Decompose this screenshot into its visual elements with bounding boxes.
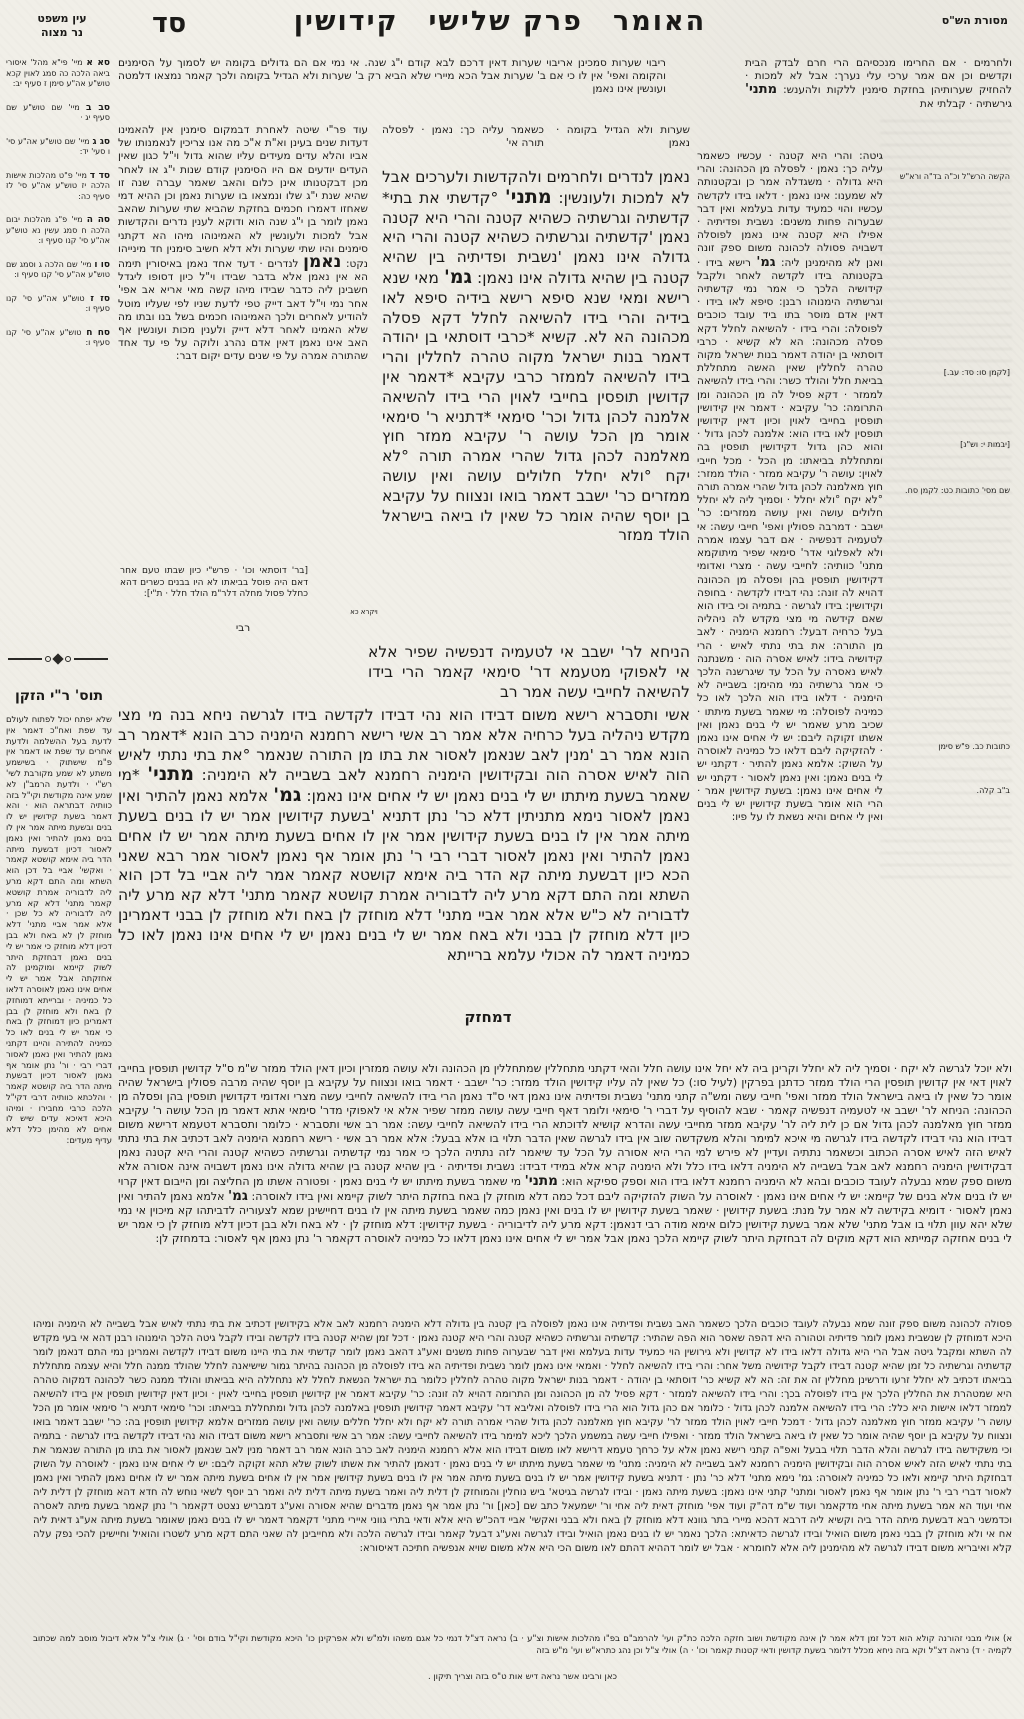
torah-or-gloss: ויקרא כא [350, 608, 378, 616]
tosafot-top-wide: ריבוי שערות סמכינן אריבוי שערות דאין דרכם לבא קודם י"ג שנה. אי נמי אם הם גדולים בקומה יש לסמוך על הסימנים והקומה ואפי' אין לו כי אם ב' שערות אבל הכא מיירי שלא הביא רק ב' שערות ולא הגדיל בקומה ולכך קאמר נמצאו דלמטה ועונשין אינו נאמן [118, 57, 666, 96]
ein-mishpat-line1: עין משפט [37, 12, 87, 25]
rashi-column: גיטה: והרי היא קטנה · עכשיו כשאמר עליה כך: נאמן · לפסלה מן הכהונה: והרי היא גדולה · משגדלה אמר כן ובקטנותה לא שמענו: אינו נאמן · דלאו בידו לקדשה עכשיו והוי כמעיד עדות בעלמא ואין דבר שבערוה פחות משנים: נשבית ופדיתיה · אפילו היא קטנה אינו נאמן לפוסלה דשבויה פסולה לכהונה משום ספק זונה ואנן לא מהימנינן ליה: גמ' רישא בידו · בקטנותה בידו לקדשה לאחר ולקבל קידושיה הלכך כי אמר נמי קדשתיה וגרשתיה הימנוהו רבנן: סיפא לאו בידו · דאין אדם מוסר בתו ביד עובד כוכבים לפוסלה: והרי בידו · להשיאה לחלל דקא פסלה מכהונה: הא לא קשיא · כרבי דוסתאי בן יהודה דאמר בנות ישראל מקוה טהרה לחללין שאין האשה מתחללת בביאת חלל והולד כשר: והרי בידו להשיאה לממזר · דקא פסיל לה מן הכהונה ומן התרומה: כר' עקיבא · דאמר אין קידושין תופסין בחייבי לאוין וכיון דאין קידושין תופסין לאו בידו הוא: אלמנה לכהן גדול · והוא כהן גדול דקידושין תופסין בה ומתחללת בביאתו: מן הכל · מכל חייבי לאוין: עושה ר' עקיבא ממזר · הולד ממזר: חוץ מאלמנה לכהן גדול שהרי אמרה תורה °לא יקח °ולא יחלל · וסמיך ליה לא יחלל חלולים עושה ואין עושה ממזרים: כר' ישבב · דמרבה פסולין ואפי' חייבי עשה: אי לטעמיה דנפשיה · אם דבר עצמו אמרה ולא לאפלוגי אדר' סימאי שפיר מיתוקמא מתני' כוותיה: לחייבי עשה · מצרי ואדומי דקידושין תופסין בהן ופסלה מן הכהונה דהויא לה זונה: נהי דבידו לקדשה · בחופה וקידושין: בידו לגרשה · בתמיה וכי בידו הוא שאם קידשה מי מצי מקדש לה ניהליה בעל כרחיה דבעל: רחמנא הימניה · לאב מן התורה: את בתי נתתי לאיש · הרי קידושיה בידו: לאיש אסרה הוה · משנתנה לאיש נאסרה על הכל עד שיגרשנה הלכך כי אמר גרשתיה נמי מהימן: בשבייה לא הימניה · דלאו בידו הוא הלכך לאו כל כמיניה לפוסלה: מי שאמר בשעת מיתתו · שכיב מרע שאמר יש לי בנים נאמן ואין אשתו זקוקה ליבם: יש לי אחים אינו נאמן · להזקיקה ליבם דלאו כל כמיניה לאוסרה על השוק: אלמא נאמן להתיר · דקתני יש לי בנים נאמן: ואין נאמן לאסור · דקתני יש לי אחים אינו נאמן: בשעת קידושין אמר · הרי הוא אומר בשעת קידושין יש לי בנים ואין לי אחים והיא נשאת לו על פיו: [697, 150, 883, 824]
masoret-hashas-header: מסורת הש"ס [941, 14, 1008, 27]
gemara-center-column: נאמן לנדרים ולחרמים ולהקדשות ולערכים אבל לא למכות ולעונשין: מתני' °קדשתי את בתי* קדשתיה וגרשתיה כשהיא קטנה והרי היא קטנה נאמן 'קדשתיה וגרשתיה כשהיא קטנה והרי היא גדולה אינו נאמן 'נשבית ופדיתיה בין שהיא קטנה בין שהיא גדולה אינו נאמן: גמ' מאי שנא רישא ומאי שנא סיפא רישא בידיה סיפא לאו בידיה והרי בידו להשיאה לחלל דקא פסלה מכהונה הא לא. קשיא *כרבי דוסתאי בן יהודה דאמר בנות ישראל מקוה טהרה לחללין והרי בידו להשיאה לממזר כרבי עקיבא *דאמר אין קדושין תופסין בחייבי לאוין הרי בידו להשיאה אלמנה לכהן גדול וכר' סימאי *דתניא ר' סימאי אומר מן הכל עושה ר' עקיבא ממזר חוץ מאלמנה לכהן גדול שהרי אמרה תורה °לא יקח °ולא יחלל חלולים עושה ואין עושה ממזרים כר' ישבב דאמר בואו ונצווח על עקיבא בן יוסף שהיה אומר כל שאין לו ביאה בישראל הולד ממזר [382, 168, 690, 545]
gemara-wide-block: אשי ותסברא רישא משום דבידו הוא נהי דבידו לקדשה בידו לגרשה ניחא בנה מי מצי מקדש ניהליה בעל כרחיה אלא אמר רב אשי רישא רחמנא הימניה כרב הונא *דאמר רב הונא אמר רב 'מנין לאב שנאמן לאסור את בתו מן התורה שנאמר °את בתי נתתי לאיש הוה לאיש אסרה הוה ובקידושין הימניה רחמנא לאב בשבייה לא הימניה: מתני' *מי שאמר בשעת מיתתו יש לי בנים נאמן יש לי אחים אינו נאמן: גמ' אלמא נאמן להתיר ואין נאמן לאסור נימא מתניתין דלא כר' נתן דתניא 'בשעת קידושין אמר יש לו בנים בשעת מיתה אמר אין לו בנים בשעת קידושין אמר אין לו אחים בשעת מיתה אמר יש לו אחים נאמן להתיר ואין נאמן לאסור דברי רבי ר' נתן אומר אף נאמן לאסור אמר רבא שאני הכא כיון דבשעת מיתה קא הדר ביה אימא קושטא קאמר אמר ליה אביי בל דכן הוא השתא ומה התם דקא מרע ליה לדבוריה אמרת קושטא קאמר מתני' דלא קא מרע ליה לדבוריה לא כ"ש אלא אמר אביי מתני' דלא מוחזק לן באח ולא מוחזק לן בבני דאמרינן כיון דלא מוחזק לן בבני ולא באח אמר יש לי בנים נאמן יש לי אחים אינו נאמן לאו כל כמיניה דאמר לה אכולי עלמא ברייתא [118, 706, 691, 964]
masoret-note: ב"ב קלה. [976, 786, 1010, 795]
ein-entry: סו ו מיי' שם הלכה ג וסמג שם טוש"ע אה"ע סי' קנו סעיף ו: [6, 259, 111, 279]
ein-entry: סב ב מיי' שם טוש"ע שם סעיף יג · [6, 102, 111, 122]
ein-entry: סז ז טוש"ע אה"ע סי' קנו סעיף ו: [6, 293, 110, 313]
tosafot-post: לנדרים · דעד אחד נאמן באיסורין תימה הא אין נאמן אלא בדבר שבידו וי"ל כיון דסופו ליגדל חשבינן ליה כדבר שבידו מיהו קשה מאי אריא אב אפי' אחר נמי וי"ל דאב דייק טפי לדעת שניו לפי שעליו מוטל להודיע לאחרים ולכך האמינוהו חכמים בשל בנו ובתו מה שלא האמינו לאחר דלא דייק ולענין מכות ועונשין אף האב אינו נאמן דאין אדם נהרג ולוקה על פי עד אחד שהתורה אמרה על פי שנים עדים יקום דבר: [118, 258, 368, 363]
tosafot-spill-lines: שערות ולא הגדיל בקומה · נאמן [556, 124, 690, 150]
ein-entry: סד ד מיי' פ"ט מהלכות אישות הלכה יז טוש"ע אה"ע סי' לז סעיף כה: [6, 170, 110, 201]
tosafot-catchword: רבי [235, 622, 251, 634]
ein-entry: סח ח טוש"ע אה"ע סי' קנו סעיף ו: [6, 327, 110, 347]
middle-commentary-block: ולא יוכל לגרשה לא יקח · וסמיך ליה לא יחלל וקרינן ביה לא יחל אינו עושה חלל והאי דקתני מתחללין שמתחללין מן הכהונה ולא עושה ממזרין וכיון דאין הולד ממזר ש"מ ס"ל קדושין תופסין בחייבי לאוין דאי אין קדושין תופסין הרי הולד ממזר כדתנן בפרקין (לעיל סו:) כל שאין לה עליו קידושין הולד ממזר: כר' ישבב · דאמר בואו ונצווח על עקיבא בן יוסף שהיה מרבה פסולין בישראל שהיה אומר כל שאין לו ביאה בישראל הולד ממזר ואפי' חייבי עשה ומש"ה קתני מתני' נשבית ופדיתיה אינו נאמן דאי ס"ד נאמן הרי בידו להשיאה לחייבי עשה מצרי ואדומי דקדושין תופסין בהן ופסלה מן הכהונה: הניחא לר' ישבב אי לטעמיה דנפשיה קאמר · שבא להוסיף על דברי ר' סימאי ולומר דאף חייבי עשה עושה ממזר שפיר אלא אי לאפוקי מדר' סימאי אתא דאמר מן הכל עושה ר' עקיבא ממזר חוץ מאלמנה לכהן גדול אם כן לית ליה לר' עקיבא ממזר מחייבי עשה והדרא קושיא לדוכתא הרי בידו להשיאה לחייבי עשה: אמר רב אשי ותסברא · כלומר ותסברא דטעמא דרישא משום דבידו הוא נהי דבידו לקדשה בידו לגרשה מי איכא למימר והלא משקדשה שוב אין בידו לגרשה שאין הדבר תלוי בו אלא בבעל: אלא אמר רב אשי · רישא רחמנא הימניה לאב דכתיב את בתי נתתי לאיש הזה לאיש אסרה הכתוב וכשאמר נתתיה ועדיין לא פירש למי הרי היא אסורה על הכל עד שיאמר לזה נתתיה הלכך כי אמר נמי קדשתיה וגרשתיה כשהיא קטנה והרי היא קטנה נאמן דבקידושין הימניה רחמנא לאב אבל בשבייה לא הימניה דלאו בידו כלל ולא הימניה קרא אלא במידי דבידו: נשבית ופדיתיה · בין שהיא קטנה בין שהיא גדולה אינו נאמן דשבויה אינה אסורה אלא משום ספק שמא נבעלה לעובד כוכבים ובהא לא הימניה רחמנא דלאו בידו הוא וספק ספיקא הוא: מתני' מי שאמר בשעת מיתתו יש לי בנים נאמן · ופטורה אשתו מן החליצה ומן הייבום דאין קרוי יש לו בנים אלא בנים של קיימא: יש לי אחים אינו נאמן · לאוסרה על השוק להזקיקה ליבם דכל כמה דלא מוחזק לן באח בחזקת היתר לשוק קיימא ואין בידו לאוסרה: גמ' אלמא נאמן להתיר ואין נאמן לאסור · דומיא בקידשה לא אמר על מנת: בשעת קידושין · שאמר בשעת קידושין יש לו בנים ואין נאמן כמה שאמר בשעת מיתה אין לו בנים דחיישינן שמא לצעוריה לדביתהו קא מיכוין אי נמי שלא יהא עוון תלוי בו אבל מתני' שלא אמר בשעת קידושין כלום אימא מודה רבי דנאמן: דקא מרע ליה לדיבוריה · בשעת קידושין: דלא מוחזק לן · לא באח ולא בבן דכיון דלא מוחזק לן כי אמר יש לי בנים אחזקה קמייתא הוא דקא מוקים לה דבחזקת היתר לשוק קיימא הלכך נאמן אבל אמר יש לי אחים אינו נאמן דלאו כל כמיניה לאוסרה דקאמר ר' נתן נאמן אף לאסור: בדמחזק לן: [118, 1062, 1012, 1245]
bottom-commentary-block: פסולה לכהונה משום ספק זונה שמא נבעלה לעובד כוכבים הלכך כשאמר האב נשבית ופדיתיה אינו נאמן לפוסלה בין קטנה בין גדולה דלא הימניה רחמנא לאב אלא בקידושין דכתיב את בתי נתתי לאיש אבל בשבייה לא הימניה ומיהו היכא דמוחזק לן שנשבית נאמן לומר פדיתיה וטהורה היא דהפה שאסר הוא הפה שהתיר: קדשתיה וגרשתיה כשהיא קטנה והרי היא קטנה נאמן · דכל זמן שהיא קטנה בידו לקדשה ובידו לקבל גיטה הלכך הימנוהו רבנן דהא אי בעי מקדש לה השתא ומקבל גיטה אבל הרי היא גדולה דלאו בידו לא קדושין ולא גירושין הוי כמעיד עדות בעלמא ואין דבר שבערוה פחות משנים ואע"ג דהאב נאמן לומר קדשתי את בתי היינו משום דבידו לקדשה ואמרינן נמי התם דנאמן לומר קדשתיה וגרשתיה כל זמן שהיא קטנה דבידו לקבל קידושיה משל אחר: והרי בידו להשיאה לחלל · ואמאי אינו נאמן לומר נשבית ופדיתיה הא בידו לפוסלה מן הכהונה בהיתר גמור שישיאנה לחלל שהולד ממנה חלל והיא עצמה מתחללת בביאתו דכתיב לא יחלל זרעו ודרשינן מחללין זה את זה: הא לא קשיא כר' דוסתאי בן יהודה · דאמר בנות ישראל מקוה טהרה לחללין כלומר בת ישראל הנשאת לחלל לא נתחללה היא בביאתו והולד ממנה כשר לכהונה דמקוה טהרה היא שמטהרת את החללין הלכך אין בידו לפוסלה בכך: והרי בידו להשיאה לממזר · דקא פסיל לה מן הכהונה ומן התרומה דהויא לה זונה: כר' עקיבא דאמר אין קידושין תופסין בחייבי לאוין · וכיון דאין קידושין תופסין אין בידו להשיאה לממזר דלאו אישות היא כלל: הרי בידו להשיאה אלמנה לכהן גדול · כלומר אם כהן גדול הוא הרי בידו לפוסלה ואליבא דר' עקיבא דאמר קידושין תופסין באלמנה לכהן גדול ומתחללת בביאתו: וכר' סימאי דתניא ר' סימאי אומר מן הכל עושה ר' עקיבא ממזר חוץ מאלמנה לכהן גדול · דמכל חייבי לאוין הולד ממזר לר' עקיבא חוץ מאלמנה לכהן גדול שהרי אמרה תורה לא יקח ולא יחלל חללים עושה ואין עושה ממזרים אלמא קידושין תופסין בה: כר' ישבב דאמר בואו ונצווח על עקיבא בן יוסף שהיה אומר כל שאין לו ביאה בישראל הולד ממזר · ואפילו חייבי עשה במשמע הלכך ליכא למימר בידו להשיאה לחייבי עשה: אמר רב אשי ותסברא רישא משום דבידו הוא נהי דבידו לקדשה בידו לגרשה · בתמיה וכי משקידשה בידו לגרשה והלא הדבר תלוי בבעל ואפ"ה קתני רישא נאמן אלא על כרחך טעמא דרישא לאו משום דבידו הוא אלא רחמנא הימניה לאב כרב הונא אמר רב דאמר מנין לאב שנאמן לאסור את בתו מן התורה שנאמר את בתי נתתי לאיש הזה לאיש אסרה הוה ובקידושין הימניה רחמנא לאב בשבייה לא הימניה: מתני' מי שאמר בשעת מיתתו יש לי בנים נאמן · דנאמן להתיר את אשתו לשוק שלא תהא זקוקה ליבם: יש לי אחים אינו נאמן · לאוסרה על השוק דבחזקת היתר קיימא ולאו כל כמיניה לאוסרה: גמ' נימא מתני' דלא כר' נתן · דתניא בשעת קידושין אמר יש לו בנים בשעת מיתה אמר אין לו בנים בשעת קידושין אמר אין לו אחים בשעת מיתה אמר יש לו אחים נאמן להתיר ואין נאמן לאסור דברי רבי ר' נתן אומר אף נאמן לאסור ומתני' קתני אינו נאמן: בשעת מיתה נאמן · ובידו לגרשה בגיטא' ביש נוחלין והמוחזק לן דלית ליה ואמר בשעת מיתה דלית ליה ואמר רב יוסף לשאי נוחש לה חדא דהא מוחזק לן דלית ליה אחי ועוד הא אמר בשעת מיתה אחי מדקאמר ועוד ש"מ דה"ק ועוד אפי' מוחזק דאית ליה אחי ור' ישמעאל כתב שם [כאן] ור' נתן אמר אף נאמן מדברים שהיא אסורה ואע"ג דמבריש נצטט דקאמר ר' נתן קאמר בשעת מיתה לאסרה וכדמשני רבא דבשעת מיתה הדר ביה וקשיא ליה דרבא דהכא מיירי בתר גוונא דלא מוחזק לן באח ולא בבני ואקשי' אביי דהכ"ש היא אלא ודאי בתרי גווני איירי מתני' דקאמר דאמר יש לו בנים נאמן שאומר בשעת מיתה אע"ג דאית ליה אח אי ולא מוחזק לן בבני נאמן משום הואיל ובידו לגרשה כדאיתא: הלכך נאמר יש לו בנים נאמן הואיל ובידו לגרשה ואע"ג דבעל קאמר ובידו לגרשה הלכה ולא מחייבינן לה שאני התם דקא מרע לשטרו והואיל וחיישינן להכי נפק עלה קלא ואיבריא משום דבידו לגרשה לא מהימנינן ליה אלא לחומרא · אבל יש לומר דההיא דהתם לאו משום הכי היא אלא משום שויא אנפשיה חתיכה דאיסורא: [33, 1319, 1012, 1554]
tosafot-ri-hazaken-column: שלא יפתח יכול לפתוח לעולם עד שפת ואח"כ דאמר אין לדעת בעל ההשלמה ולדעת אחרים עד שפת או דאמר אין פ"מ שישתוק · בשישמע משתע לא שמע מקורבת לשי' רש"י · ולדעת הרמב"ן לא שמע אינה מקודשת וקי"ל בזה כוותיה דבתראה הוא · והא דאמר בשעת קידושין יש לו בנים ובשעת מיתה אמר אין לו בנים נאמן להתיר ואין נאמן לאסור דכיון דבשעת מיתה הדר ביה אימא קושטא קאמר · ואקשי' אביי בל דכן הוא השתא ומה התם דקא מרע ליה לדבוריה אמרת קושטא קאמר מתני' דלא קא מרע ליה לדבוריה לא כל שכן · אלא אמר אביי מתני' דלא מוחזק לן לא באח ולא בבן דכיון דלא מוחזק כי אמר יש לי בנים נאמן דבחזקת היתר לשוק קיימא ומוקמינן לה אחזקתה אבל אמר יש לי אחים אינו נאמן לאוסרה דלאו כל כמיניה · וברייתא דמוחזק לן באח ולא מוחזק לן בבן דאמרינן כיון דמוחזק לן באח כי אמר יש לי בנים לאו כל כמיניה להתירה והיינו דקתני נאמן להתיר ואין נאמן לאסור דברי רבי · ור' נתן אומר אף נאמן לאסור דכיון דבשעת מיתה הדר ביה קושטא קאמר · והלכתא כוותיה דרבי דקי"ל הלכה כרבי מחבירו · ומיהו היכא דאיכא עדים שיש לו אחים לא מהימן כלל דלא עדיף מעדים: [6, 714, 112, 1146]
ein-mishpat-header [16, 12, 108, 40]
gemara-catchword: דמחזק [464, 1008, 512, 1026]
masoret-note: הקשה הרש"ל וכ"ה בד"ה ורא"ש [899, 172, 1010, 181]
middle-gemara-label: גמ' [228, 1188, 248, 1204]
rashi-gemara-label: גמ' [756, 254, 776, 270]
tractate-name: קידושין [293, 6, 399, 37]
gemara-mid-block: הניחא לר' ישבב אי לטעמיה דנפשיה שפיר אלא אי לאפוקי מטעמא דר' סימאי קאמר הרי בידו להשיאה לחייבי עשה אמר רב [368, 643, 690, 701]
folio-number: סד [152, 8, 187, 39]
rashi-mishnah-label: מתני' [745, 82, 777, 98]
gemara-label-2: גמ' [273, 784, 302, 807]
ein-entry: סג ג מיי' שם טוש"ע אה"ע סי' ו סעי' יד: [6, 136, 111, 156]
divider-ornament-icon [8, 655, 108, 663]
masoret-note: כתובות כב. פ"ש סימן [938, 742, 1010, 751]
rashi-top-wide: ולחרמים · אם החרימו מנכסיהם הרי חרם לבדק הבית וקדשים וכן אם אמר ערכי עלי נערך: אבל לא למכות · להחזיק שערותיהן בחזקת סימנין ללקות ולהענש: מתני' גירשתיה · קבלתי את [745, 57, 1012, 110]
mishnah-label-2: מתני' [147, 763, 195, 786]
masoret-note: [לקמן סו: סד: עב.] [943, 368, 1010, 377]
ein-entry: סה ה מיי' פ"ג מהלכות יבום הלכה ח סמג עשין נא טוש"ע אה"ע סי' קנו סעיף ו: [6, 215, 110, 245]
hagahot-closing-line: כאן ורבינו אשר נראה דיש אות ט"ס בזה וצריך תיקון . [427, 1672, 618, 1682]
ein-entry: סא א מיי' פי"א מהל' איסורי ביאה הלכה כה סמג לאוין קכא טוש"ע אה"ע סימן ז סעיף יב: [6, 58, 111, 88]
tosafot-closing-note: [בר' דוסתאי וכו' · פרש"י כיון שבתו טעם אחר דאם היה פוסל בביאתו לא היו בבנים כשרים דהא כחלל פסול מחלה דלר"מ הולד חלל · ת"י]: [120, 566, 308, 599]
bleed-through-artifact [880, 120, 1012, 880]
tosafot-lead-word: נאמן [303, 252, 342, 273]
middle-mishnah-label: מתני' [524, 1173, 558, 1189]
rashi-spill-lines: כשאמר עליה כך: נאמן · לפסלה תורה אי' [382, 124, 544, 150]
ein-mishpat-line2: נר מצוה [41, 26, 83, 39]
gemara-label: גמ' [443, 265, 473, 288]
mishnah-label: מתני' [504, 185, 552, 208]
chapter-name: האומר [612, 6, 707, 37]
page-title [293, 6, 707, 37]
ein-mishpat-column [6, 58, 110, 362]
tosafot-column [118, 124, 368, 364]
hagahot-notes: א) אולי מבני זהורנה קולא הוא דכל זמן דלא אמר לן אינה מקודשת ושוב חזקה הלכה כת"ק ועי' להרמב"ם בפ"ו מהלכות אישות וצ"ע · ב) נראה דצ"ל דנמי כל אגם משהו ולמ"ש ולא אפרקינן כו' היכא מקודשת וקי"ל בודם וסי' · ג) אולי צ"ל אלא דיבול מוסב למה שכתוב לקמיה · ד) נראה דצ"ל וקא בזה ניחא מכלל דלומר בשעת קדושין ודאי קטנות קאמר וכו' · ה) אולי צ"ל וכן נהג כתרא"ש ועי' מ"ש בזה [33, 1634, 1012, 1656]
perek-number: פרק שלישי [428, 6, 583, 37]
masoret-note: [יבמות י: וש"נ] [960, 440, 1010, 449]
masoret-note: שם מסי' כתובות כט: לקמן סח. [905, 486, 1010, 495]
tosafot-pre: עוד פר"י שיטה לאחרת דבמקום סימנין אין להאמינו דעדות שנים בעינן וא"ת א"כ מה אנו צריכין לנאמנותו של אביו והלא עדים מעידים עליו שהוא גדול וי"ל כגון שאין העדים יודעים אם היו הסימנין קודם שנות י"ג או לאחר מכן דבקטנותו אינן כלום והאב שאמר עברה שנה זו שהיא שנת י"ג שלו ונמצאו בו שערות נאמן וכן ההיא דמי שאחזו דאמרו חכמים בחזקת שהביא שתי שערות שהאב נאמן לומר בן י"ג שנה הוא ודוקא לענין נדרים והקדשות אבל למכות ולעונשין לא האמינוהו מיהו הא דקתני סימנים והיו שתי שערות ולא דלא חשיב סימנין חד מינייהו נקט: [118, 124, 368, 271]
tosafot-ri-hazaken-heading: תוס' ר"י הזקן [14, 688, 104, 704]
